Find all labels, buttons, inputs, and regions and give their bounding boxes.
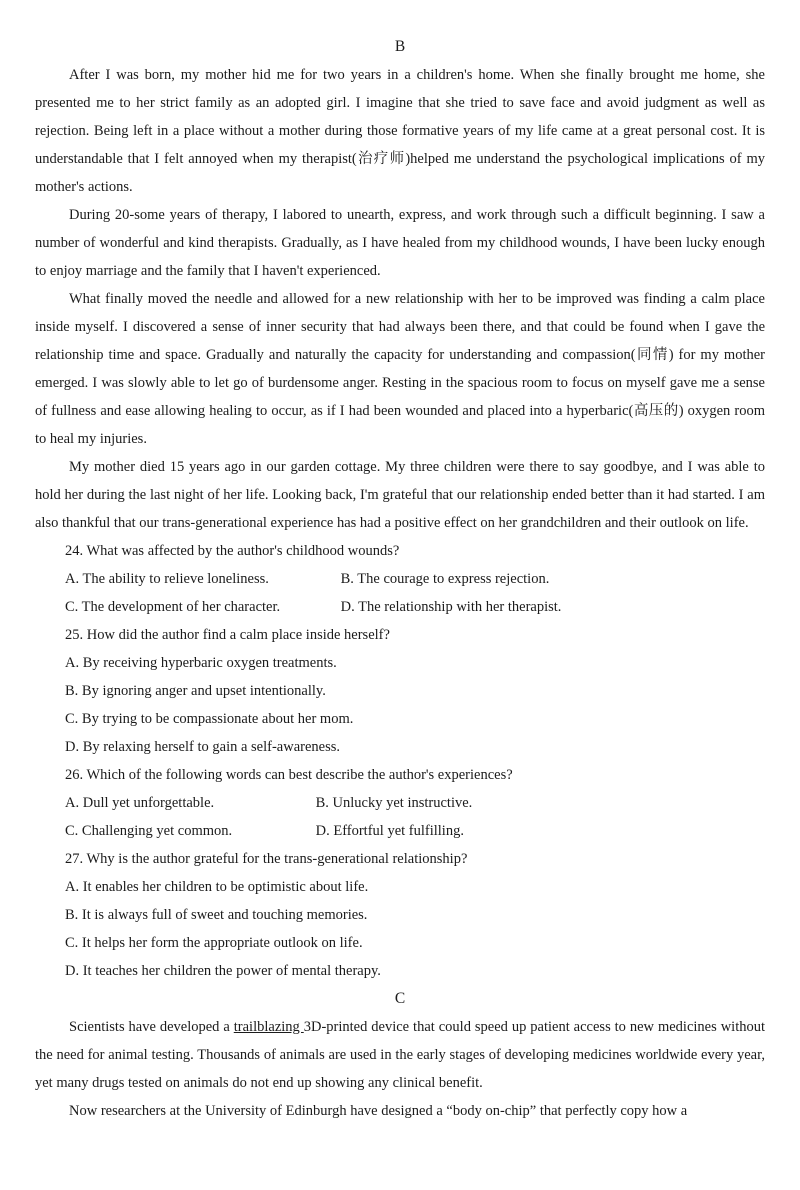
question-26-options-row-2: [65, 817, 765, 845]
question-25-option-d: D. By relaxing herself to gain a self-awareness.: [65, 739, 340, 755]
question-25-stem: 25. How did the author find a calm place inside herself?: [65, 627, 390, 643]
passage-b-paragraph-4: My mother died 15 years ago in our garden cottage. My three children were there to say goodbye, and I was able to hold her during the last night of her life. Looking back, I'm grateful that our relationship ended better than it had started. I am also thankful that our trans-generational experience has had a positive effect on her grandchildren and their outlook on life.: [35, 459, 765, 531]
section-b-heading: B: [394, 38, 406, 55]
question-26-option-b: B. Unlucky yet instructive.: [315, 795, 473, 811]
question-24-option-a: A. The ability to relieve loneliness.: [65, 571, 269, 587]
passage-c-paragraph-1-post: 3D-printed device that could speed up patient access to new medicines without the need for animal testing. Thousands of animals are used in the early stages of developing medicines worldwide every year, yet many drugs tested on animals do not end up showing any clinical benefit.: [35, 1019, 765, 1091]
question-24-stem: 24. What was affected by the author's childhood wounds?: [65, 543, 400, 559]
question-25-option-b: B. By ignoring anger and upset intentionally.: [65, 683, 326, 699]
question-27-stem: 27. Why is the author grateful for the trans-generational relationship?: [65, 851, 468, 867]
question-27-option-b: B. It is always full of sweet and touching memories.: [65, 907, 368, 923]
question-27-option-d: D. It teaches her children the power of mental therapy.: [65, 963, 381, 979]
question-25-option-a: A. By receiving hyperbaric oxygen treatments.: [65, 655, 337, 671]
question-25-option-c: C. By trying to be compassionate about her mom.: [65, 711, 354, 727]
question-26-option-d: D. Effortful yet fulfilling.: [315, 823, 464, 839]
question-26-option-a: A. Dull yet unforgettable.: [65, 795, 215, 811]
question-26-options-row-1: [65, 789, 765, 817]
passage-b-paragraph-1: After I was born, my mother hid me for two years in a children's home. When she finally brought me home, she presented me to her strict family as an adopted girl. I imagine that she tried to save face and avoid judgment as well as rejection. Being left in a place without a mother during those formative years of my life came at a great personal cost. It is understandable that I felt annoyed when my therapist(治疗师)helped me understand the psychological implications of my mother's actions.: [35, 67, 765, 195]
passage-b-paragraph-2: During 20-some years of therapy, I labored to unearth, express, and work through such a difficult beginning. I saw a number of wonderful and kind therapists. Gradually, as I have healed from my childhood wounds, I have been lucky enough to enjoy marriage and the family that I haven't experienced.: [35, 207, 765, 279]
passage-c-paragraph-2: Now researchers at the University of Edinburgh have designed a “body on-chip” that perfectly copy how a: [69, 1103, 688, 1119]
question-24-option-c: C. The development of her character.: [65, 599, 281, 615]
question-26-option-c: C. Challenging yet common.: [65, 823, 233, 839]
question-26-stem: 26. Which of the following words can best describe the author's experiences?: [65, 767, 513, 783]
questions-block: [35, 537, 765, 985]
question-27-option-c: C. It helps her form the appropriate outlook on life.: [65, 935, 363, 951]
section-c-heading: C: [394, 990, 406, 1007]
passage-c-paragraph-1: [35, 1013, 765, 1097]
passage-b-paragraph-3: What finally moved the needle and allowed for a new relationship with her to be improved was finding a calm place inside myself. I discovered a sense of inner security that had always been there, and that could be found when I gave the relationship time and space. Gradually and naturally the capacity for understanding and compassion(同情) for my mother emerged. I was slowly able to let go of burdensome anger. Resting in the spacious room to focus on myself gave me a sense of fullness and ease allowing healing to occur, as if I had been wounded and placed into a hyperbaric(高压的) oxygen room to heal my injuries.: [35, 291, 765, 447]
question-27-option-a: A. It enables her children to be optimistic about life.: [65, 879, 369, 895]
passage-c-paragraph-1-pre: Scientists have developed a: [69, 1019, 234, 1035]
question-24-options-row-1: [65, 565, 765, 593]
question-24-option-d: D. The relationship with her therapist.: [340, 599, 562, 615]
question-24-options-row-2: [65, 593, 765, 621]
underlined-word-trailblazing: trailblazing: [233, 1019, 304, 1035]
question-24-option-b: B. The courage to express rejection.: [340, 571, 550, 587]
